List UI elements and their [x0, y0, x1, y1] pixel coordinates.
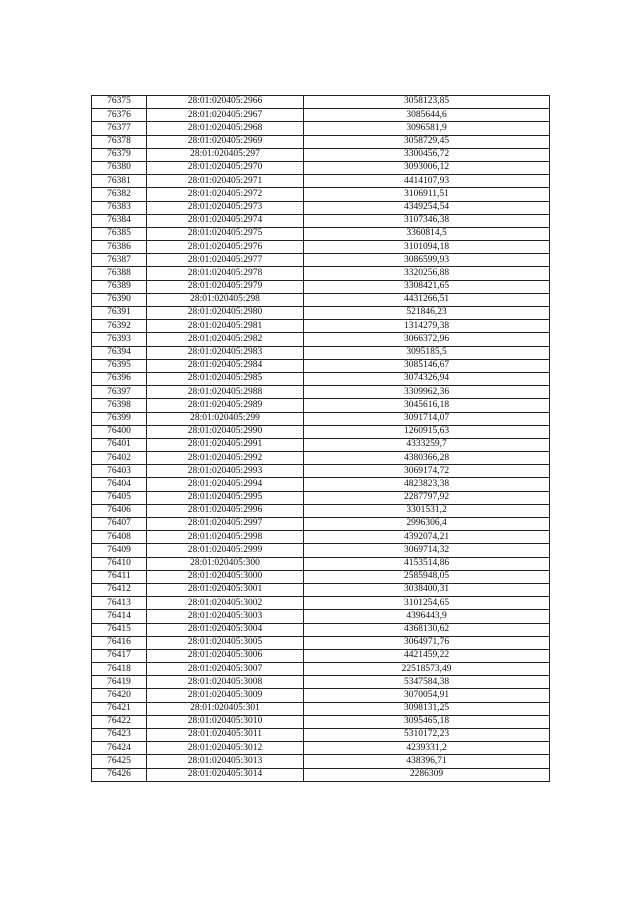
row-number-cell: 76405 — [92, 491, 147, 504]
row-number-cell: 76425 — [92, 755, 147, 768]
table-row — [92, 676, 550, 689]
cadastral-value-cell: 1314279,38 — [304, 320, 550, 333]
row-number-cell: 76408 — [92, 531, 147, 544]
cadastral-value-cell: 3095185,5 — [304, 346, 550, 359]
cadastral-number-cell: 28:01:020405:2983 — [147, 346, 304, 359]
table-row — [92, 227, 550, 240]
cadastral-value-cell: 22518573,49 — [304, 663, 550, 676]
cadastral-value-cell: 2286309 — [304, 768, 550, 781]
cadastral-value-cell: 3070054,91 — [304, 689, 550, 702]
table-row — [92, 333, 550, 346]
cadastral-value-cell: 4239331,2 — [304, 742, 550, 755]
table-row — [92, 188, 550, 201]
table-row — [92, 452, 550, 465]
cadastral-number-cell: 28:01:020405:3002 — [147, 597, 304, 610]
row-number-cell: 76417 — [92, 649, 147, 662]
cadastral-value-cell: 4421459,22 — [304, 649, 550, 662]
row-number-cell: 76393 — [92, 333, 147, 346]
cadastral-value-cell: 3098131,25 — [304, 702, 550, 715]
table-row — [92, 359, 550, 372]
cadastral-value-cell: 2585948,05 — [304, 570, 550, 583]
cadastral-number-cell: 28:01:020405:2997 — [147, 518, 304, 531]
table-row — [92, 478, 550, 491]
table-row — [92, 465, 550, 478]
row-number-cell: 76404 — [92, 478, 147, 491]
cadastral-value-cell: 4823823,38 — [304, 478, 550, 491]
table-row — [92, 623, 550, 636]
table-row — [92, 729, 550, 742]
cadastral-number-cell: 28:01:020405:2995 — [147, 491, 304, 504]
row-number-cell: 76416 — [92, 636, 147, 649]
table-row — [92, 531, 550, 544]
row-number-cell: 76386 — [92, 241, 147, 254]
cadastral-number-cell: 28:01:020405:3010 — [147, 715, 304, 728]
cadastral-value-cell: 4414107,93 — [304, 175, 550, 188]
row-number-cell: 76406 — [92, 504, 147, 517]
row-number-cell: 76383 — [92, 201, 147, 214]
table-row — [92, 135, 550, 148]
cadastral-number-cell: 28:01:020405:2977 — [147, 254, 304, 267]
cadastral-number-cell: 28:01:020405:2969 — [147, 135, 304, 148]
cadastral-value-cell: 3101094,18 — [304, 241, 550, 254]
table-row — [92, 491, 550, 504]
cadastral-number-cell: 28:01:020405:2993 — [147, 465, 304, 478]
row-number-cell: 76399 — [92, 412, 147, 425]
cadastral-number-cell: 28:01:020405:3008 — [147, 676, 304, 689]
cadastral-value-cell: 3320256,88 — [304, 267, 550, 280]
cadastral-value-cell: 3107346,38 — [304, 214, 550, 227]
table-row — [92, 241, 550, 254]
cadastral-value-cell: 3085146,67 — [304, 359, 550, 372]
row-number-cell: 76391 — [92, 307, 147, 320]
cadastral-value-cell: 3309962,36 — [304, 386, 550, 399]
cadastral-number-cell: 28:01:020405:2999 — [147, 544, 304, 557]
cadastral-value-cell: 4380366,28 — [304, 452, 550, 465]
cadastral-number-cell: 28:01:020405:2976 — [147, 241, 304, 254]
cadastral-number-cell: 28:01:020405:3007 — [147, 663, 304, 676]
table-row — [92, 320, 550, 333]
cadastral-value-cell: 3064971,76 — [304, 636, 550, 649]
cadastral-value-cell: 3360814,5 — [304, 227, 550, 240]
row-number-cell: 76388 — [92, 267, 147, 280]
table-row — [92, 755, 550, 768]
cadastral-value-cell: 3085644,6 — [304, 109, 550, 122]
table-row — [92, 649, 550, 662]
table-row — [92, 386, 550, 399]
cadastral-number-cell: 28:01:020405:3000 — [147, 570, 304, 583]
table-row — [92, 689, 550, 702]
cadastral-value-cell: 4153514,86 — [304, 557, 550, 570]
row-number-cell: 76402 — [92, 452, 147, 465]
cadastral-number-cell: 28:01:020405:2972 — [147, 188, 304, 201]
table-row — [92, 175, 550, 188]
row-number-cell: 76419 — [92, 676, 147, 689]
cadastral-value-cell: 4368130,62 — [304, 623, 550, 636]
row-number-cell: 76375 — [92, 96, 147, 109]
table-row — [92, 504, 550, 517]
cadastral-number-cell: 28:01:020405:301 — [147, 702, 304, 715]
row-number-cell: 76389 — [92, 280, 147, 293]
cadastral-value-cell: 3300456,72 — [304, 148, 550, 161]
cadastral-value-cell: 2287797,92 — [304, 491, 550, 504]
cadastral-number-cell: 28:01:020405:299 — [147, 412, 304, 425]
cadastral-value-cell: 3058123,85 — [304, 96, 550, 109]
cadastral-value-cell: 3045616,18 — [304, 399, 550, 412]
row-number-cell: 76410 — [92, 557, 147, 570]
table-row — [92, 96, 550, 109]
row-number-cell: 76411 — [92, 570, 147, 583]
cadastral-value-cell: 4333259,7 — [304, 438, 550, 451]
cadastral-number-cell: 28:01:020405:2992 — [147, 452, 304, 465]
table-row — [92, 122, 550, 135]
cadastral-value-cell: 3074326,94 — [304, 372, 550, 385]
table-row — [92, 372, 550, 385]
table-row — [92, 425, 550, 438]
cadastral-number-cell: 28:01:020405:3003 — [147, 610, 304, 623]
table-row — [92, 702, 550, 715]
row-number-cell: 76418 — [92, 663, 147, 676]
table-body — [92, 96, 550, 782]
row-number-cell: 76395 — [92, 359, 147, 372]
cadastral-value-cell: 3096581,9 — [304, 122, 550, 135]
cadastral-value-cell: 3069714,32 — [304, 544, 550, 557]
table-row — [92, 518, 550, 531]
row-number-cell: 76377 — [92, 122, 147, 135]
cadastral-value-cell: 3095465,18 — [304, 715, 550, 728]
row-number-cell: 76381 — [92, 175, 147, 188]
table-row — [92, 557, 550, 570]
table-row — [92, 412, 550, 425]
table-row — [92, 254, 550, 267]
table-row — [92, 346, 550, 359]
cadastral-number-cell: 28:01:020405:2975 — [147, 227, 304, 240]
cadastral-value-cell: 3058729,45 — [304, 135, 550, 148]
cadastral-number-cell: 28:01:020405:300 — [147, 557, 304, 570]
table-row — [92, 570, 550, 583]
cadastral-number-cell: 28:01:020405:3014 — [147, 768, 304, 781]
cadastral-number-cell: 28:01:020405:2991 — [147, 438, 304, 451]
table-row — [92, 161, 550, 174]
table-row — [92, 768, 550, 781]
cadastral-value-cell: 1260915,63 — [304, 425, 550, 438]
cadastral-value-cell: 3106911,51 — [304, 188, 550, 201]
cadastral-number-cell: 28:01:020405:2985 — [147, 372, 304, 385]
table-row — [92, 280, 550, 293]
cadastral-number-cell: 28:01:020405:297 — [147, 148, 304, 161]
table-row — [92, 597, 550, 610]
cadastral-value-cell: 4396443,9 — [304, 610, 550, 623]
cadastral-value-cell: 3069174,72 — [304, 465, 550, 478]
cadastral-number-cell: 28:01:020405:2974 — [147, 214, 304, 227]
row-number-cell: 76413 — [92, 597, 147, 610]
cadastral-value-cell: 3093006,12 — [304, 161, 550, 174]
cadastral-value-cell: 3086599,93 — [304, 254, 550, 267]
cadastral-number-cell: 28:01:020405:2996 — [147, 504, 304, 517]
cadastral-value-cell: 4392074,21 — [304, 531, 550, 544]
row-number-cell: 76401 — [92, 438, 147, 451]
cadastral-number-cell: 28:01:020405:3011 — [147, 729, 304, 742]
row-number-cell: 76394 — [92, 346, 147, 359]
table-row — [92, 742, 550, 755]
document-page — [91, 95, 549, 782]
cadastral-number-cell: 28:01:020405:2982 — [147, 333, 304, 346]
row-number-cell: 76392 — [92, 320, 147, 333]
row-number-cell: 76378 — [92, 135, 147, 148]
cadastral-number-cell: 28:01:020405:3013 — [147, 755, 304, 768]
row-number-cell: 76420 — [92, 689, 147, 702]
row-number-cell: 76426 — [92, 768, 147, 781]
row-number-cell: 76415 — [92, 623, 147, 636]
row-number-cell: 76423 — [92, 729, 147, 742]
table-row — [92, 438, 550, 451]
cadastral-number-cell: 28:01:020405:3004 — [147, 623, 304, 636]
row-number-cell: 76403 — [92, 465, 147, 478]
row-number-cell: 76400 — [92, 425, 147, 438]
cadastral-number-cell: 28:01:020405:2989 — [147, 399, 304, 412]
cadastral-number-cell: 28:01:020405:298 — [147, 293, 304, 306]
table-row — [92, 715, 550, 728]
cadastral-number-cell: 28:01:020405:2966 — [147, 96, 304, 109]
row-number-cell: 76414 — [92, 610, 147, 623]
cadastral-value-cell: 4349254,54 — [304, 201, 550, 214]
table-row — [92, 636, 550, 649]
row-number-cell: 76409 — [92, 544, 147, 557]
cadastral-value-cell: 3101254,65 — [304, 597, 550, 610]
row-number-cell: 76424 — [92, 742, 147, 755]
table-row — [92, 663, 550, 676]
cadastral-value-cell: 2996306,4 — [304, 518, 550, 531]
row-number-cell: 76382 — [92, 188, 147, 201]
row-number-cell: 76379 — [92, 148, 147, 161]
cadastral-value-table — [91, 95, 550, 782]
cadastral-number-cell: 28:01:020405:2978 — [147, 267, 304, 280]
row-number-cell: 76421 — [92, 702, 147, 715]
cadastral-number-cell: 28:01:020405:2981 — [147, 320, 304, 333]
cadastral-number-cell: 28:01:020405:2968 — [147, 122, 304, 135]
cadastral-number-cell: 28:01:020405:3012 — [147, 742, 304, 755]
table-row — [92, 544, 550, 557]
cadastral-number-cell: 28:01:020405:2988 — [147, 386, 304, 399]
cadastral-number-cell: 28:01:020405:2998 — [147, 531, 304, 544]
cadastral-value-cell: 4431266,51 — [304, 293, 550, 306]
cadastral-number-cell: 28:01:020405:2973 — [147, 201, 304, 214]
row-number-cell: 76387 — [92, 254, 147, 267]
cadastral-number-cell: 28:01:020405:2990 — [147, 425, 304, 438]
row-number-cell: 76407 — [92, 518, 147, 531]
row-number-cell: 76390 — [92, 293, 147, 306]
cadastral-value-cell: 3091714,07 — [304, 412, 550, 425]
cadastral-number-cell: 28:01:020405:3006 — [147, 649, 304, 662]
cadastral-number-cell: 28:01:020405:2980 — [147, 307, 304, 320]
cadastral-value-cell: 5310172,23 — [304, 729, 550, 742]
row-number-cell: 76385 — [92, 227, 147, 240]
table-row — [92, 148, 550, 161]
table-row — [92, 307, 550, 320]
table-row — [92, 201, 550, 214]
cadastral-number-cell: 28:01:020405:3009 — [147, 689, 304, 702]
cadastral-value-cell: 3066372,96 — [304, 333, 550, 346]
cadastral-value-cell: 3038400,31 — [304, 583, 550, 596]
row-number-cell: 76422 — [92, 715, 147, 728]
row-number-cell: 76398 — [92, 399, 147, 412]
cadastral-number-cell: 28:01:020405:2970 — [147, 161, 304, 174]
table-row — [92, 583, 550, 596]
cadastral-value-cell: 3301531,2 — [304, 504, 550, 517]
row-number-cell: 76396 — [92, 372, 147, 385]
cadastral-value-cell: 5347584,38 — [304, 676, 550, 689]
table-row — [92, 610, 550, 623]
cadastral-number-cell: 28:01:020405:2971 — [147, 175, 304, 188]
row-number-cell: 76397 — [92, 386, 147, 399]
cadastral-number-cell: 28:01:020405:2967 — [147, 109, 304, 122]
cadastral-number-cell: 28:01:020405:2979 — [147, 280, 304, 293]
row-number-cell: 76412 — [92, 583, 147, 596]
table-row — [92, 109, 550, 122]
row-number-cell: 76380 — [92, 161, 147, 174]
table-row — [92, 214, 550, 227]
table-row — [92, 293, 550, 306]
row-number-cell: 76376 — [92, 109, 147, 122]
cadastral-value-cell: 438396,71 — [304, 755, 550, 768]
table-row — [92, 399, 550, 412]
cadastral-number-cell: 28:01:020405:2994 — [147, 478, 304, 491]
table-row — [92, 267, 550, 280]
cadastral-value-cell: 3308421,65 — [304, 280, 550, 293]
cadastral-number-cell: 28:01:020405:3001 — [147, 583, 304, 596]
cadastral-number-cell: 28:01:020405:3005 — [147, 636, 304, 649]
row-number-cell: 76384 — [92, 214, 147, 227]
cadastral-number-cell: 28:01:020405:2984 — [147, 359, 304, 372]
cadastral-value-cell: 521846,23 — [304, 307, 550, 320]
